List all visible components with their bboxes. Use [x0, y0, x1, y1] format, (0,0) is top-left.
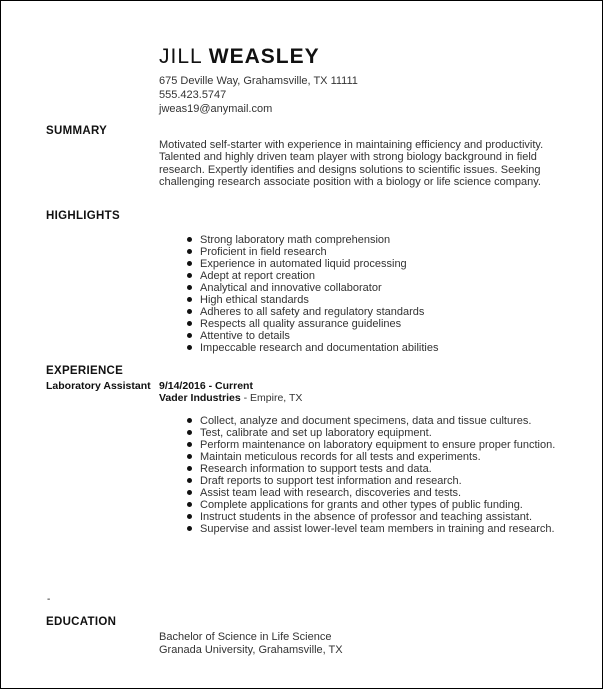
list-item: Instruct students in the absence of professor and teaching assistant. — [187, 511, 567, 523]
list-item: Maintain meticulous records for all tests and experiments. — [187, 451, 567, 463]
address: 675 Deville Way, Grahamsville, TX 11111 — [159, 75, 358, 87]
list-item: Collect, analyze and document specimens, data and tissue cultures. — [187, 415, 567, 427]
list-item: Attentive to details — [187, 330, 557, 342]
highlights-list — [187, 234, 557, 354]
degree: Bachelor of Science in Life Science — [159, 631, 332, 643]
list-item: Test, calibrate and set up laboratory equipment. — [187, 427, 567, 439]
company-name: Vader Industries — [159, 392, 241, 404]
list-item: Impeccable research and documentation abilities — [187, 342, 557, 354]
list-item: Complete applications for grants and other types of public funding. — [187, 499, 567, 511]
candidate-name — [159, 45, 320, 69]
email: jweas19@anymail.com — [159, 103, 273, 115]
list-item: Adheres to all safety and regulatory standards — [187, 306, 557, 318]
summary-text: Motivated self-starter with experience in maintaining efficiency and productivity. Talented and highly driven team player with strong biology background in field research. Expertly identifies and designs solutions to scientific issues. Seeking challenging research associate position with a biology or life science company. — [159, 139, 544, 188]
list-item: Draft reports to support test information and research. — [187, 475, 567, 487]
list-item: Respects all quality assurance guidelines — [187, 318, 557, 330]
list-item: Adept at report creation — [187, 270, 557, 282]
experience-heading: EXPERIENCE — [46, 365, 124, 377]
list-item: Experience in automated liquid processing — [187, 258, 557, 270]
list-item: Analytical and innovative collaborator — [187, 282, 557, 294]
list-item: Research information to support tests and data. — [187, 463, 567, 475]
highlights-heading: HIGHLIGHTS — [46, 210, 120, 222]
separator-dash: - — [47, 594, 51, 605]
list-item: Supervise and assist lower-level team members in training and research. — [187, 523, 567, 535]
last-name: WEASLEY — [208, 45, 320, 68]
first-name: JILL — [159, 45, 202, 68]
education-heading: EDUCATION — [46, 616, 117, 628]
job-dates: 9/14/2016 - Current — [159, 380, 253, 392]
list-item: Assist team lead with research, discoveries and tests. — [187, 487, 567, 499]
list-item: Strong laboratory math comprehension — [187, 234, 557, 246]
company-location: - Empire, TX — [240, 392, 303, 404]
summary-heading: SUMMARY — [46, 125, 108, 137]
phone: 555.423.5747 — [159, 89, 227, 101]
school: Granada University, Grahamsville, TX — [159, 643, 343, 656]
list-item: Perform maintenance on laboratory equipment to ensure proper function. — [187, 439, 567, 451]
education-block — [159, 631, 343, 656]
list-item: High ethical standards — [187, 294, 557, 306]
contact-block — [159, 74, 358, 116]
list-item: Proficient in field research — [187, 246, 557, 258]
job-title: Laboratory Assistant — [46, 380, 151, 392]
job-company — [159, 392, 302, 404]
duties-list — [187, 415, 567, 535]
